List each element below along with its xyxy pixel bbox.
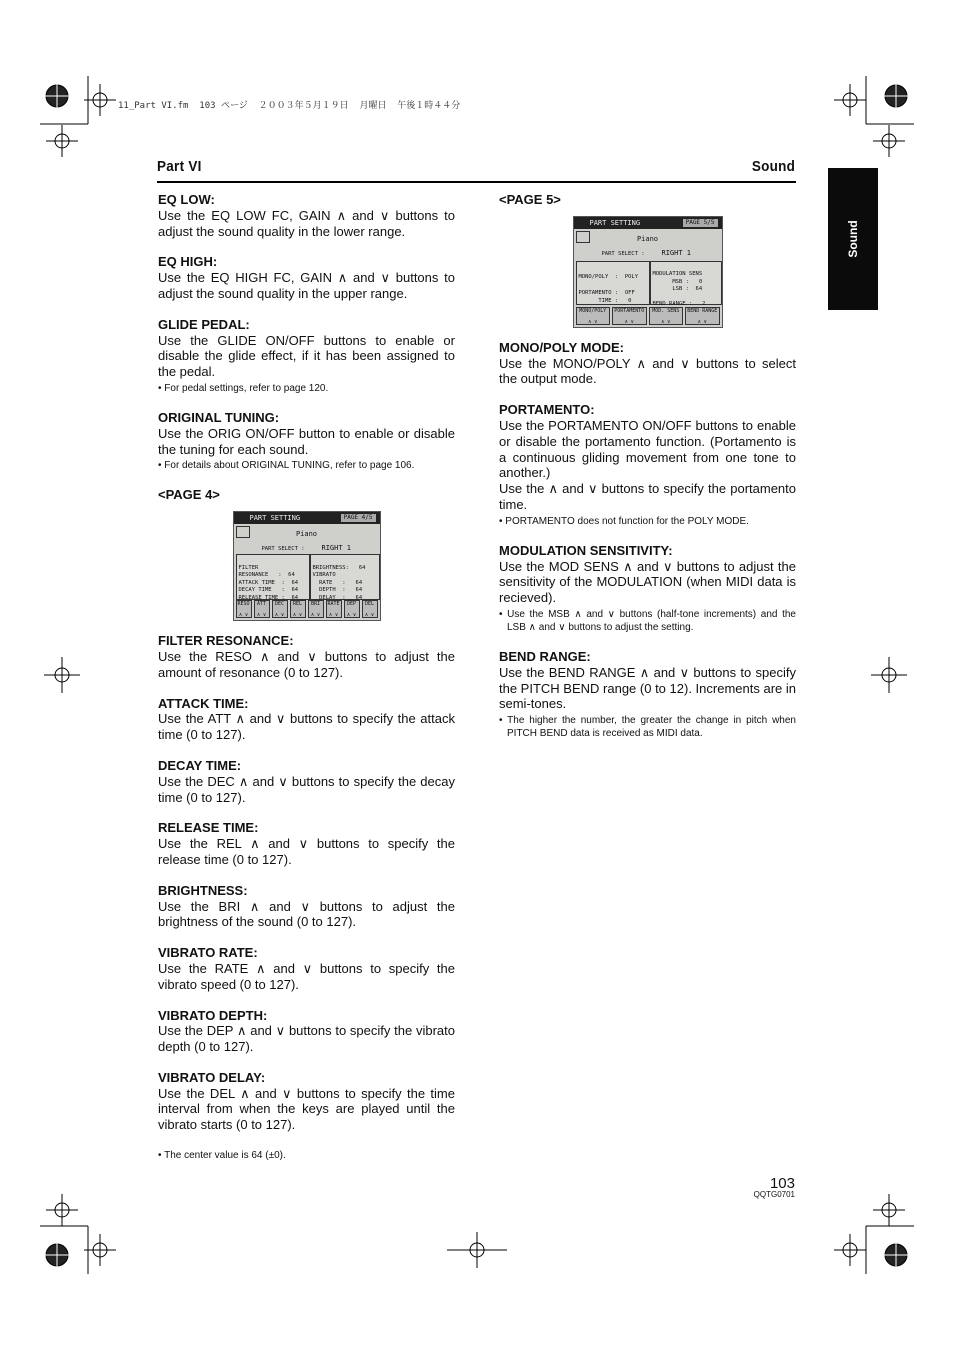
body: Use the PORTAMENTO ON/OFF buttons to enable or disable the portamento function. (Portamento is a continuous gliding movement from one tone to another.) <box>499 417 796 481</box>
sound-name: Piano <box>636 234 659 243</box>
bend-range-button[interactable]: BEND RANGE ∧ ∨ <box>685 307 720 325</box>
doc-code: QQTG0701 <box>753 1190 795 1199</box>
heading: VIBRATO RATE: <box>158 945 258 961</box>
screen-buttons <box>576 307 720 325</box>
screen-buttons <box>236 600 378 618</box>
body: Use the RESO ∧ and ∨ buttons to adjust the amount of resonance (0 to 127). <box>158 648 455 680</box>
dep-button[interactable]: DEP ∧ ∨ <box>344 600 360 618</box>
bri-button[interactable]: BRI ∧ ∨ <box>308 600 324 618</box>
param-line: DECAY TIME : 64 <box>238 587 299 594</box>
param-line: BEND RANGE : 2 <box>652 301 706 308</box>
heading: PORTAMENTO: <box>499 402 595 418</box>
page5-label: <PAGE 5> <box>499 192 561 207</box>
body: Use the MOD SENS ∧ and ∨ buttons to adjust the sensitivity of the MODULATION (when MIDI data is recieved). <box>499 558 796 606</box>
note: • For pedal settings, refer to page 120. <box>158 382 329 394</box>
left-column <box>158 192 455 1177</box>
body: Use the EQ HIGH FC, GAIN ∧ and ∨ buttons to adjust the sound quality in the upper range. <box>158 270 455 301</box>
att-button[interactable]: ATT ∧ ∨ <box>254 600 270 618</box>
body: Use the DEC ∧ and ∨ buttons to specify the decay time (0 to 127). <box>158 773 455 805</box>
heading: EQ HIGH: <box>158 254 218 270</box>
section-release-time <box>158 820 455 867</box>
heading: VIBRATO DEPTH: <box>158 1007 268 1023</box>
param-line: MONO/POLY : POLY <box>578 273 639 280</box>
left-params <box>576 261 650 305</box>
header-rule <box>157 181 796 183</box>
section-title: Sound <box>751 158 795 175</box>
param-line: ATTACK TIME : 64 <box>238 579 299 586</box>
del-button[interactable]: DEL ∧ ∨ <box>362 600 378 618</box>
body: Use the GLIDE ON/OFF buttons to enable or disable the glide effect, if it has been assigned to the pedal. <box>158 332 455 380</box>
mod-sens-button[interactable]: MOD. SENS ∧ ∨ <box>649 307 684 325</box>
note: • PORTAMENTO does not function for the POLY MODE. <box>499 515 749 527</box>
page4-screen <box>233 511 381 621</box>
right-params <box>650 261 722 308</box>
note: • The higher the number, the greater the change in pitch when PITCH BEND data is received as MIDI data. <box>499 715 796 740</box>
body: Use the ORIG ON/OFF button to enable or disable the tuning for each sound. <box>158 425 455 457</box>
param-line: MSB : 0 <box>652 278 703 285</box>
screen-title: PART SETTING <box>574 217 722 229</box>
section-original-tuning <box>158 410 455 472</box>
heading: MONO/POLY MODE: <box>499 339 624 355</box>
right-params <box>310 554 380 600</box>
rate-button[interactable]: RATE ∧ ∨ <box>327 601 340 619</box>
section-attack-time <box>158 696 455 743</box>
rel-button[interactable]: REL ∧ ∨ <box>290 600 306 618</box>
heading: EQ LOW: <box>158 192 215 207</box>
right-column <box>499 192 796 755</box>
section-vibrato-delay <box>158 1070 455 1162</box>
heading: FILTER RESONANCE: <box>158 633 294 649</box>
part-select-label: PART SELECT : <box>601 250 645 257</box>
heading: ATTACK TIME: <box>158 695 249 711</box>
heading: RELEASE TIME: <box>158 820 259 836</box>
param-line: DELAY : 64 <box>312 594 363 601</box>
page4-label: <PAGE 4> <box>158 487 220 503</box>
heading: DECAY TIME: <box>158 757 242 773</box>
section-vibrato-rate <box>158 945 455 992</box>
body: Use the REL ∧ and ∨ buttons to specify the release time (0 to 127). <box>158 836 455 867</box>
section-vibrato-depth <box>158 1008 455 1055</box>
body: Use the RATE ∧ and ∨ buttons to specify the vibrato speed (0 to 127). <box>158 960 455 992</box>
section-filter-resonance <box>158 633 455 680</box>
dec-button[interactable]: DEC ∧ ∨ <box>272 600 288 618</box>
section-glide-pedal <box>158 317 455 395</box>
side-tab <box>828 168 878 310</box>
sound-name: Piano <box>295 530 318 539</box>
side-tab-label: Sound <box>846 220 860 258</box>
param-line: VIBRATO <box>312 572 336 579</box>
param-line: DEPTH : 64 <box>312 587 363 594</box>
note: • Use the MSB ∧ and ∨ buttons (half-tone increments) and the LSB ∧ and ∨ buttons to adjust the setting. <box>499 608 796 633</box>
page5-screen <box>573 216 723 328</box>
part-select-value: RIGHT 1 <box>661 248 692 257</box>
heading: BEND RANGE: <box>499 648 591 664</box>
section-eq-high <box>158 254 455 301</box>
heading: MODULATION SENSITIVITY: <box>499 542 673 558</box>
section-bend-range <box>499 649 796 740</box>
param-line: LSB : 64 <box>652 286 703 293</box>
param-line: RELEASE TIME : 64 <box>238 594 299 601</box>
mono-poly-button[interactable]: MONO/POLY ∧ ∨ <box>576 307 611 325</box>
page-number: 103 <box>769 1175 795 1192</box>
reso-button[interactable]: RESO ∧ ∨ <box>237 601 250 619</box>
section-brightness <box>158 883 455 930</box>
screen-page: PAGE 5/5 <box>683 219 718 227</box>
param-line: FILTER <box>238 564 259 571</box>
body: Use the EQ LOW FC, GAIN ∧ and ∨ buttons to adjust the sound quality in the lower range. <box>158 207 455 239</box>
body: Use the MONO/POLY ∧ and ∨ buttons to select the output mode. <box>499 355 796 387</box>
param-line: MODULATION SENS <box>652 271 703 278</box>
section-decay-time <box>158 758 455 805</box>
body: Use the DEP ∧ and ∨ buttons to specify the vibrato depth (0 to 127). <box>158 1023 455 1055</box>
part-select-label: PART SELECT : <box>261 546 305 553</box>
body: Use the ATT ∧ and ∨ buttons to specify the attack time (0 to 127). <box>158 711 455 743</box>
param-line: BRIGHTNESS: 64 <box>312 564 366 571</box>
section-eq-low <box>158 192 455 239</box>
heading: BRIGHTNESS: <box>158 882 248 898</box>
param-line: TIME : 0 <box>578 297 632 304</box>
part-title: Part VI <box>157 158 202 175</box>
screen-title: PART SETTING <box>234 512 380 524</box>
portamento-button[interactable]: PORTAMENTO ∧ ∨ <box>612 307 647 325</box>
section-mono-poly <box>499 340 796 387</box>
heading: ORIGINAL TUNING: <box>158 409 280 425</box>
section-modulation-sensitivity <box>499 543 796 634</box>
body: Use the DEL ∧ and ∨ buttons to specify the time interval from when the keys are played until the vibrato starts (0 to 127). <box>158 1085 455 1133</box>
screen-page: PAGE 4/5 <box>341 514 376 522</box>
heading: VIBRATO DELAY: <box>158 1069 266 1085</box>
body: Use the BEND RANGE ∧ and ∨ buttons to specify the PITCH BEND range (0 to 12). Increments are in semi-tones. <box>499 664 796 712</box>
param-line: PORTAMENTO : OFF <box>578 289 635 296</box>
note: • For details about ORIGINAL TUNING, refer to page 106. <box>158 460 415 472</box>
note: • The center value is 64 (±0). <box>158 1150 286 1162</box>
left-params <box>236 554 310 600</box>
param-line: RESONANCE : 64 <box>238 572 295 579</box>
param-line: RATE : 64 <box>312 579 363 586</box>
file-meta: 11_Part VI.fm 103 ページ ２００３年５月１９日 月曜日 午後１時４４分 <box>118 101 461 111</box>
body: Use the BRI ∧ and ∨ buttons to adjust the brightness of the sound (0 to 127). <box>158 898 455 930</box>
body-2: Use the ∧ and ∨ buttons to specify the portamento time. <box>499 481 796 512</box>
heading: GLIDE PEDAL: <box>158 316 250 332</box>
section-portamento <box>499 402 796 528</box>
part-select-value: RIGHT 1 <box>321 544 352 553</box>
